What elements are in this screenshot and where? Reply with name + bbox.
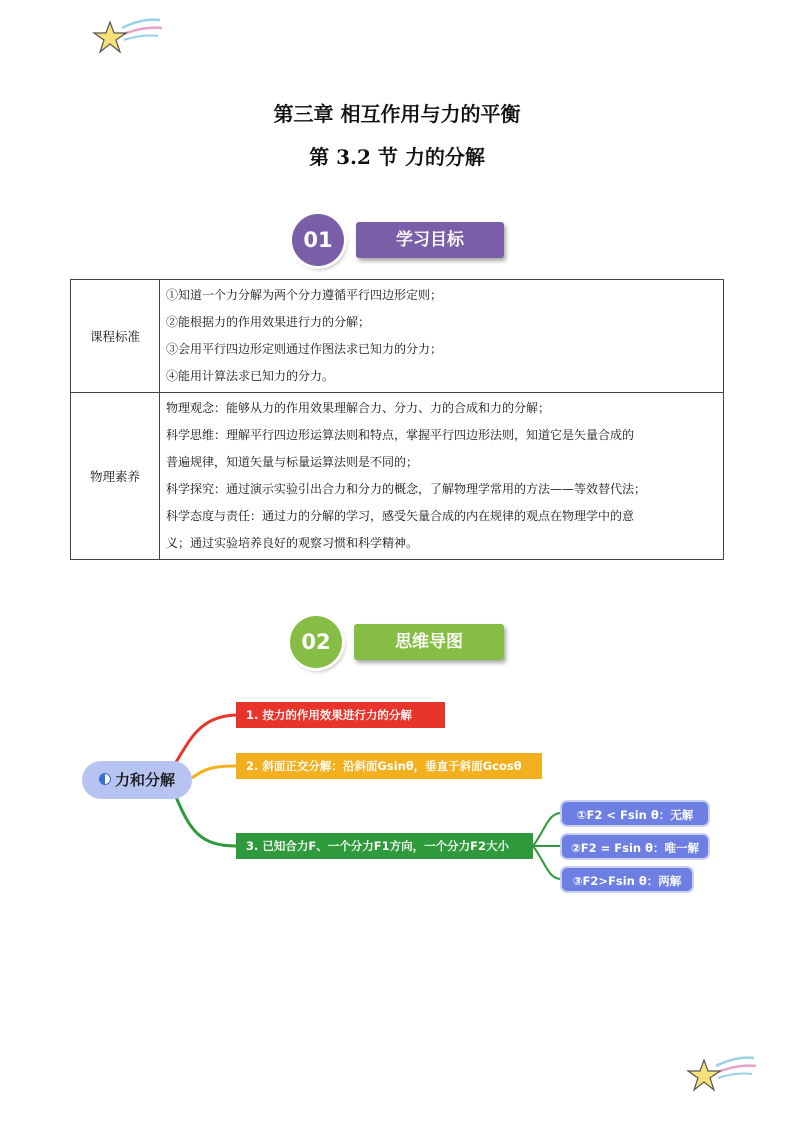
connector-sub-3 xyxy=(533,846,560,879)
connector-yellow xyxy=(192,766,236,778)
mindmap-branch-1: 1. 按力的作用效果进行力的分解 xyxy=(236,702,445,728)
connector-red xyxy=(176,715,236,762)
list-item: 科学探究：通过演示实验引出合力和分力的概念，了解物理学常用的方法——等效替代法； xyxy=(166,482,647,496)
row-header: 物理素养 xyxy=(71,393,160,560)
list-item: 义；通过实验培养良好的观察习惯和科学精神。 xyxy=(166,536,419,550)
connector-sub-1 xyxy=(533,813,560,846)
list-item: 科学思维：理解平行四边形运算法则和特点，掌握平行四边形法则，知道它是矢量合成的 xyxy=(166,428,635,442)
list-item: 科学态度与责任：通过力的分解的学习，感受矢量合成的内在规律的观点在物理学中的意 xyxy=(166,509,635,523)
mindmap-sub-2: ②F2 = Fsin θ：唯一解 xyxy=(560,833,710,860)
mindmap-branch-2: 2. 斜面正交分解：沿斜面Gsinθ，垂直于斜面Gcosθ xyxy=(236,753,542,779)
mindmap-branch-3: 3. 已知合力F、一个分力F1方向，一个分力F2大小 xyxy=(236,833,533,859)
section-title: 第 3.2 节 力的分解 xyxy=(309,145,485,169)
chapter-title: 第三章 相互作用与力的平衡 xyxy=(273,102,521,126)
list-item: ②能根据力的作用效果进行力的分解； xyxy=(166,315,371,329)
mindmap-sub-3: ③F2>Fsin θ：两解 xyxy=(560,866,694,893)
mindmap-sub-1: ①F2 < Fsin θ：无解 xyxy=(560,800,710,827)
list-item: ①知道一个力分解为两个分力遵循平行四边形定则； xyxy=(166,288,443,302)
half-circle-icon xyxy=(99,773,111,785)
list-item: 物理观念：能够从力的作用效果理解合力、分力、力的合成和力的分解； xyxy=(166,401,551,415)
mindmap-root xyxy=(82,761,192,799)
section-label: 思维导图 xyxy=(354,624,504,660)
list-item: ④能用计算法求已知力的分力。 xyxy=(166,369,335,383)
list-item: ③会用平行四边形定则通过作图法求已知力的分力； xyxy=(166,342,443,356)
row-header: 课程标准 xyxy=(71,280,160,393)
root-label: 力和分解 xyxy=(114,771,175,789)
section-number: 01 xyxy=(292,214,344,266)
section-label: 学习目标 xyxy=(356,222,504,258)
list-item: 普遍规律，知道矢量与标量运算法则是不同的； xyxy=(166,455,419,469)
section-number: 02 xyxy=(290,616,342,668)
connector-green xyxy=(176,797,236,846)
